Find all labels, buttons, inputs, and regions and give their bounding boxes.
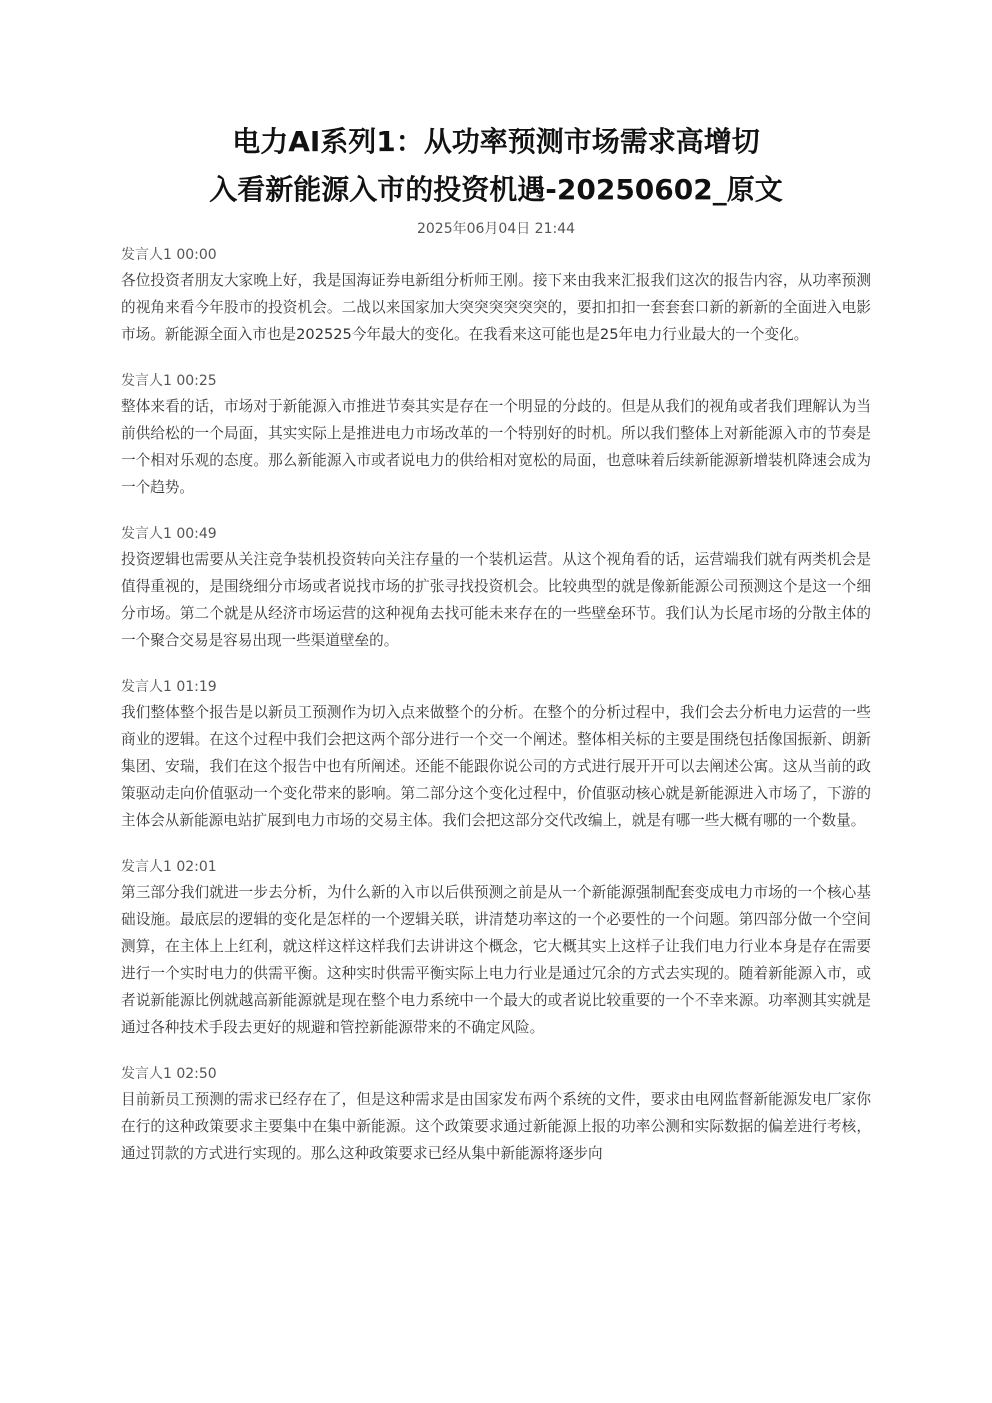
speaker-label: 发言人1 00:00 bbox=[121, 247, 217, 263]
transcript-paragraph: 第三部分我们就进一步去分析，为什么新的入市以后供预测之前是从一个新能源强制配套变成电力市场的一个核心基础设施。最底层的逻辑的变化是怎样的一个逻辑关联，讲清楚功率这的一个必要性的一个问题。第四部分做一个空间测算，在主体上上红利，就这样这样这样我们去讲讲这个概念，它大概其实上这样子让我们电力行业本身是存在需要进行一个实时电力的供需平衡。这种实时供需平衡实际上电力行业是通过冗余的方式去实现的。随着新能源入市，或者说新能源比例就越高新能源就是现在整个电力系统中一个最大的或者说比较重要的一个不幸来源。功率测其实就是通过各种技术手段去更好的规避和管控新能源带来的不确定风险。 bbox=[121, 884, 871, 1036]
speaker-label: 发言人1 00:49 bbox=[121, 526, 217, 542]
transcript-section bbox=[121, 369, 871, 501]
transcript-paragraph: 目前新员工预测的需求已经存在了，但是这种需求是由国家发布两个系统的文件，要求由电网监督新能源发电厂家你在行的这种政策要求主要集中在集中新能源。这个政策要求通过新能源上报的功率公测和实际数据的偏差进行考核，通过罚款的方式进行实现的。那么这种政策要求已经从集中新能源将逐步向 bbox=[121, 1091, 871, 1162]
transcript-section bbox=[121, 522, 871, 654]
speaker-label: 发言人1 00:25 bbox=[121, 373, 217, 389]
transcript-paragraph: 我们整体整个报告是以新员工预测作为切入点来做整个的分析。在整个的分析过程中，我们会去分析电力运营的一些商业的逻辑。在这个过程中我们会把这两个部分进行一个交一个阐述。整体相关标的主要是围绕包括像国振新、朗新集团、安瑞，我们在这个报告中也有所阐述。还能不能跟你说公司的方式进行展开开可以去阐述公寓。这从当前的政策驱动走向价值驱动一个变化带来的影响。第二部分这个变化过程中，价值驱动核心就是新能源进入市场了，下游的主体会从新能源电站扩展到电力市场的交易主体。我们会把这部分交代改编上，就是有哪一些大概有哪的一个数量。 bbox=[121, 704, 871, 829]
transcript-section bbox=[121, 675, 871, 834]
document-date: 2025年06月04日 21:44 bbox=[416, 221, 576, 237]
transcript-body bbox=[121, 243, 871, 1188]
speaker-label: 发言人1 02:01 bbox=[121, 859, 217, 875]
transcript-section bbox=[121, 855, 871, 1041]
transcript-paragraph: 整体来看的话，市场对于新能源入市推进节奏其实是存在一个明显的分歧的。但是从我们的视角或者我们理解认为当前供给松的一个局面，其实实际上是推进电力市场改革的一个特别好的时机。所以我们整体上对新能源入市的节奏是一个相对乐观的态度。那么新能源入市或者说电力的供给相对宽松的局面，也意味着后续新能源新增装机降速会成为一个趋势。 bbox=[121, 398, 871, 496]
transcript-section bbox=[121, 1062, 871, 1167]
speaker-label: 发言人1 02:50 bbox=[121, 1066, 217, 1082]
title-line-2: 入看新能源入市的投资机遇-20250602_原文 bbox=[209, 173, 783, 206]
transcript-section bbox=[121, 243, 871, 348]
transcript-paragraph: 投资逻辑也需要从关注竞争装机投资转向关注存量的一个装机运营。从这个视角看的话，运营端我们就有两类机会是值得重视的，是围绕细分市场或者说找市场的扩张寻找投资机会。比较典型的就是像新能源公司预测这个是这一个细分市场。第二个就是从经济市场运营的这种视角去找可能未来存在的一些壁垒环节。我们认为长尾市场的分散主体的一个聚合交易是容易出现一些渠道壁垒的。 bbox=[121, 551, 871, 649]
speaker-label: 发言人1 01:19 bbox=[121, 679, 217, 695]
transcript-paragraph: 各位投资者朋友大家晚上好，我是国海证券电新组分析师王刚。接下来由我来汇报我们这次的报告内容，从功率预测的视角来看今年股市的投资机会。二战以来国家加大突突突突突突的，要扣扣扣一套套套口新的新新的全面进入电影市场。新能源全面入市也是202525今年最大的变化。在我看来这可能也是25年电力行业最大的一个变化。 bbox=[121, 272, 871, 343]
document-title bbox=[150, 118, 842, 214]
title-line-1: 电力AI系列1：从功率预测市场需求高增切 bbox=[232, 125, 760, 158]
